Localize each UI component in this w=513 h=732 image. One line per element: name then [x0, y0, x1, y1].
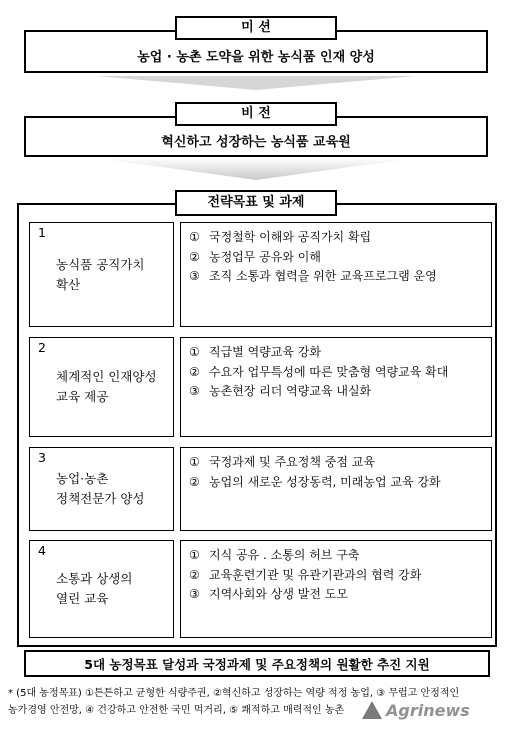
- footnote-line-1: * (5대 농정목표) ①튼튼하고 균형한 식량주권, ②혁신하고 성장하는 역량 적정 농업, ③ 무럽고 안정적인: [8, 688, 460, 699]
- goal-1-tasks: [180, 222, 492, 327]
- goal-number: 2: [38, 340, 46, 355]
- task-bullet: ①: [189, 345, 200, 359]
- goal-text: 소통과 상생의 열린 교육: [56, 571, 133, 606]
- footnote-line-2: 농가경영 안전망, ④ 건강하고 안전한 국민 먹거리, ⑤ 쾌적하고 매력적인 농촌: [8, 705, 345, 716]
- task-item: [189, 566, 483, 586]
- task-text: 직급별 역량교육 강화: [209, 345, 321, 359]
- goal-2: [29, 337, 174, 437]
- task-text: 수요자 업무특성에 따른 맞춤형 역량교육 확대: [209, 364, 449, 379]
- goal-4-tasks: [180, 540, 492, 638]
- mission-label: 미 션: [175, 16, 337, 40]
- task-bullet: ②: [189, 474, 200, 489]
- goal-number: 1: [38, 225, 46, 240]
- goal-number: 4: [38, 543, 46, 558]
- task-item: [189, 267, 483, 287]
- banner-text: 5대 농정목표 달성과 국정과제 및 주요정책의 원활한 추진 지원: [84, 656, 430, 672]
- task-text: 농정업무 공유와 이해: [209, 249, 321, 264]
- task-text: 교육훈련기관 및 유관기관과의 협력 강화: [209, 567, 422, 582]
- watermark-text: Agrinews: [386, 700, 470, 720]
- task-text: 국정철학 이해와 공직가치 확립: [209, 230, 372, 244]
- mission-text: 농업 · 농촌 도약을 위한 농식품 인재 양성: [137, 50, 375, 65]
- goal-1: [29, 222, 174, 327]
- task-bullet: ①: [189, 230, 200, 244]
- task-item: [189, 585, 483, 605]
- vision-label: 비 전: [175, 102, 337, 126]
- task-bullet: ③: [189, 587, 200, 601]
- task-item: [189, 363, 483, 383]
- vision-text: 혁신하고 성장하는 농식품 교육원: [161, 135, 351, 150]
- task-bullet: ③: [189, 384, 200, 398]
- task-bullet: ①: [189, 548, 200, 562]
- task-item: [189, 473, 483, 493]
- bottom-banner: [24, 650, 490, 677]
- task-text: 농업의 새로운 성장동력, 미래농업 교육 강화: [209, 474, 441, 489]
- goal-text: 체계적인 인재양성 교육 제공: [56, 369, 157, 404]
- goal-4: [29, 540, 174, 638]
- goal-number: 3: [38, 450, 46, 465]
- task-text: 조직 소통과 협력을 위한 교육프로그램 운영: [209, 269, 437, 283]
- task-bullet: ③: [189, 269, 200, 283]
- task-text: 지식 공유 . 소통의 허브 구축: [209, 548, 360, 562]
- task-bullet: ②: [189, 364, 200, 379]
- watermark-a-icon: [362, 701, 382, 719]
- task-item: [189, 453, 483, 473]
- task-bullet: ②: [189, 567, 200, 582]
- vision-shade: [96, 158, 416, 180]
- task-text: 국정과제 및 주요정책 중점 교육: [209, 455, 375, 469]
- strategy-label: 전략목표 및 과제: [175, 190, 337, 216]
- task-bullet: ①: [189, 455, 200, 469]
- watermark-logo: [362, 694, 502, 726]
- task-item: [189, 546, 483, 566]
- task-item: [189, 228, 483, 248]
- goal-3-tasks: [180, 447, 492, 531]
- task-item: [189, 343, 483, 363]
- goal-text: 농식품 공직가치 확산: [56, 256, 145, 292]
- task-item: [189, 382, 483, 402]
- mission-arrow: [96, 76, 416, 92]
- goal-text: 농업·농촌 정책전문가 양성: [56, 471, 145, 506]
- task-text: 지역사회와 상생 발전 도모: [209, 587, 348, 601]
- task-item: [189, 248, 483, 268]
- task-text: 농촌현장 리더 역량교육 내실화: [209, 384, 372, 398]
- goal-3: [29, 447, 174, 531]
- task-bullet: ②: [189, 249, 200, 264]
- goal-2-tasks: [180, 337, 492, 437]
